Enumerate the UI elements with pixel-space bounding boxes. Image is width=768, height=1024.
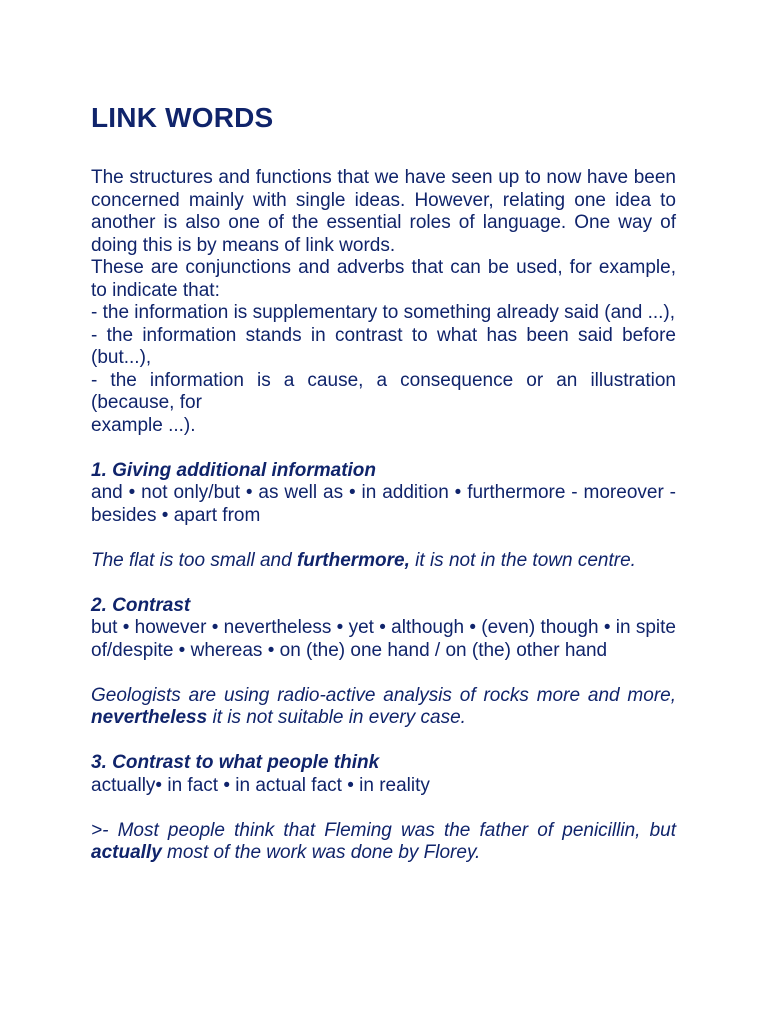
spacer	[91, 662, 676, 685]
intro-bullet-3: - the information is a cause, a consequence or an illustration (because, for	[91, 369, 676, 413]
example-sentence-2	[91, 685, 676, 730]
spacer	[91, 572, 676, 595]
example-keyword: furthermore,	[296, 549, 410, 571]
section-words-3: actually• in fact • in actual fact • in reality	[91, 774, 430, 796]
section-heading-2: 2. Contrast	[91, 594, 191, 616]
intro-paragraph: The structures and functions that we have seen up to now have been concerned mainly with single ideas. However, relating one idea to another is also one of the essential roles of language. One way of doing this is by means of link words.	[91, 167, 676, 256]
page-title: LINK WORDS	[91, 102, 274, 133]
example-sentence-1	[91, 550, 676, 573]
section-words-1: and • not only/but • as well as • in addition • furthermore - moreover - besides • apart from	[91, 482, 676, 526]
section-heading-3: 3. Contrast to what people think	[91, 752, 380, 773]
section-words-2: but • however • nevertheless • yet • although • (even) though • in spite of/despite • whereas • on (the) one hand / on (the) other hand	[91, 617, 676, 661]
example-text: Geologists are using radio-active analysis of rocks more and more,	[91, 684, 676, 706]
example-text: The flat is too small and	[91, 549, 297, 571]
intro-bullet-1: - the information is supplementary to something already said (and ...),	[91, 302, 676, 323]
example-sentence-3	[91, 820, 676, 865]
section-heading-1: 1. Giving additional information	[91, 459, 377, 481]
spacer	[91, 797, 676, 820]
example-keyword: nevertheless	[91, 707, 208, 728]
spacer	[91, 437, 676, 460]
example-keyword: actually	[91, 842, 162, 863]
intro-bullet-3-continued: example ...).	[91, 414, 196, 436]
intro-bullet-2: - the information stands in contrast to what has been said before (but...),	[91, 324, 676, 368]
example-text: >- Most people think that Fleming was the father of penicillin, but	[91, 819, 676, 841]
spacer	[91, 527, 676, 550]
intro-paragraph-2: These are conjunctions and adverbs that can be used, for example, to indicate that:	[91, 257, 676, 301]
document-body	[91, 167, 676, 865]
example-text: it is not suitable in every case.	[207, 707, 466, 728]
spacer	[91, 730, 676, 753]
example-text: most of the work was done by Florey.	[161, 842, 481, 863]
example-text: it is not in the town centre.	[409, 549, 636, 571]
